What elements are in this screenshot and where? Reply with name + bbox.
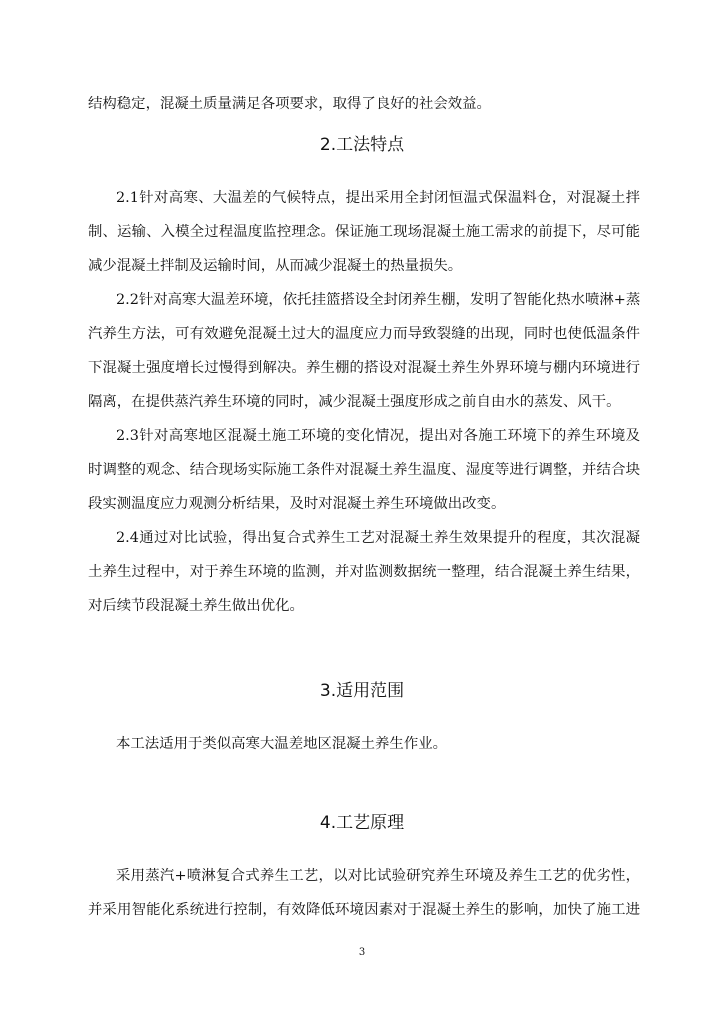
section-2-3-line-3: 段实测温度应力观测分析结果，及时对混凝土养生环境做出改变。 (88, 496, 506, 512)
section-2-4-line-2: 土养生过程中，对于养生环境的监测，并对监测数据统一整理，结合混凝土养生结果， (88, 564, 640, 580)
section-2-3-line-1: 2.3针对高寒地区混凝土施工环境的变化情况，提出对各施工环境下的养生环境及 (116, 428, 640, 444)
section-4-line-1: 采用蒸汽+喷淋复合式养生工艺，以对比试验研究养生环境及养生工艺的优劣性， (116, 868, 640, 884)
section-3-heading: 3.适用范围 (319, 681, 405, 701)
section-2-3-line-2: 时调整的观念、结合现场实际施工条件对混凝土养生温度、湿度等进行调整，并结合块 (88, 462, 640, 478)
section-2-1-line-2: 制、运输、入模全过程温度监控理念。保证施工现场混凝土施工需求的前提下，尽可能 (88, 224, 640, 240)
section-2-4-line-1: 2.4通过对比试验，得出复合式养生工艺对混凝土养生效果提升的程度，其次混凝 (116, 530, 640, 546)
section-2-1-line-1: 2.1针对高寒、大温差的气候特点，提出采用全封闭恒温式保温料仓，对混凝土拌 (116, 190, 640, 206)
page-number: 3 (358, 947, 366, 958)
section-2-2-line-1: 2.2针对高寒大温差环境，依托挂篮搭设全封闭养生棚，发明了智能化热水喷淋+蒸 (116, 292, 641, 308)
section-2-1-line-3: 减少混凝土拌制及运输时间，从而减少混凝土的热量损失。 (88, 258, 463, 274)
section-3-paragraph: 本工法适用于类似高寒大温差地区混凝土养生作业。 (116, 736, 447, 752)
section-4-line-2: 并采用智能化系统进行控制，有效降低环境因素对于混凝土养生的影响，加快了施工进 (88, 902, 640, 918)
section-2-4-line-3: 对后续节段混凝土养生做出优化。 (88, 598, 304, 614)
section-2-heading: 2.工法特点 (319, 135, 405, 155)
paragraph-continuation: 结构稳定，混凝土质量满足各项要求，取得了良好的社会效益。 (88, 96, 491, 112)
section-2-2-line-2: 汽养生方法，可有效避免混凝土过大的温度应力而导致裂缝的出现，同时也使低温条件 (88, 326, 640, 342)
section-2-2-line-3: 下混凝土强度增长过慢得到解决。养生棚的搭设对混凝土养生外界环境与棚内环境进行 (88, 360, 640, 376)
section-4-heading: 4.工艺原理 (319, 813, 405, 833)
section-2-2-line-4: 隔离，在提供蒸汽养生环境的同时，减少混凝土强度形成之前自由水的蒸发、风干。 (88, 394, 621, 410)
